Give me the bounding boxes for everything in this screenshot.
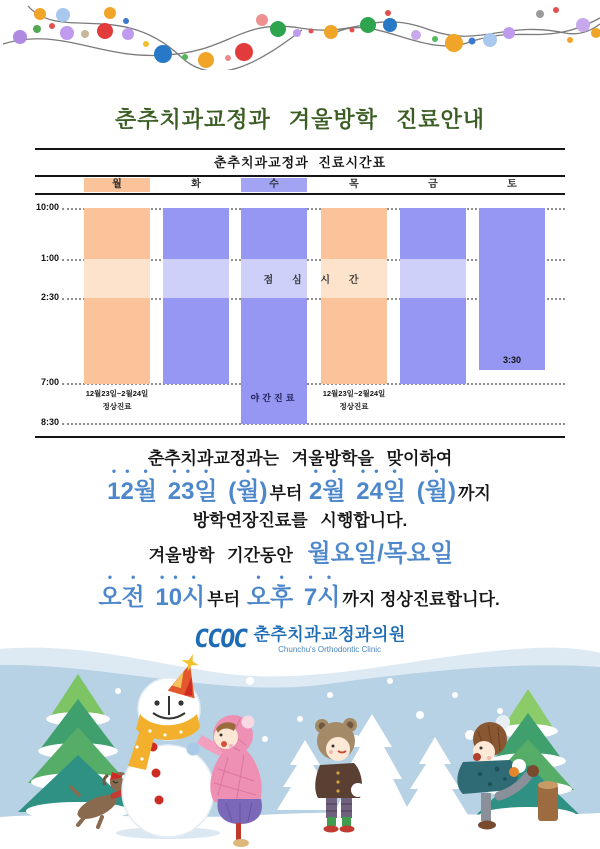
lunch-band — [84, 259, 150, 298]
night-care-label: 야간진료 — [250, 393, 298, 403]
day-header-wed: 수 — [241, 178, 307, 192]
to-word: 까지 — [457, 484, 491, 503]
divider — [35, 175, 565, 177]
divider — [35, 148, 565, 150]
clinic-logo — [0, 625, 600, 654]
day-header-tue: 화 — [191, 179, 201, 190]
lunch-time-label: 점 심 시 간 — [263, 275, 367, 286]
mon-note-period: 12월23일~2월24일 — [85, 389, 149, 398]
mon-note — [67, 387, 167, 413]
schedule-bar-tue — [163, 208, 229, 384]
announcement-line1: 춘추치과교정과는 겨울방학을 맞이하여 — [147, 449, 453, 468]
clinic-logo-text — [253, 625, 405, 654]
announcement-line2 — [0, 464, 600, 505]
clinic-name-en: Chunchu's Orthodontic Clinic — [278, 645, 382, 654]
clinic-logo-mark-icon: CCOC — [192, 624, 249, 653]
time-tick: 2:30 — [40, 292, 59, 302]
saturday-end-label: 3:30 — [502, 355, 521, 365]
timetable-title: 춘추치과교정과 진료시간표 — [213, 155, 387, 170]
announcement-line3: 방학연장진료를 시행합니다. — [192, 511, 408, 530]
start-date: 12월 23일 (월) — [107, 478, 268, 505]
schedule-bar-mon — [84, 208, 150, 384]
wooden-stump — [538, 785, 558, 821]
page-title: 춘추치과교정과 겨울방학 진료안내 — [114, 107, 485, 132]
clinic-name: 춘추치과교정과의원 — [253, 625, 406, 644]
open-time: 오전 10시 — [98, 584, 206, 611]
divider — [35, 193, 565, 195]
day-header-mon: 월 — [84, 178, 150, 192]
from-word: 부터 — [269, 484, 303, 503]
weekdays-highlight: 월요일/목요일 — [307, 540, 454, 567]
from-word: 부터 — [207, 590, 241, 609]
announcement-line4 — [0, 536, 600, 572]
lunch-band — [400, 259, 466, 298]
time-tick: 1:00 — [40, 253, 59, 263]
day-header-sat: 토 — [507, 179, 517, 190]
time-tick: 10:00 — [35, 202, 59, 212]
day-header-thu: 목 — [349, 179, 359, 190]
schedule-bar-sat — [479, 208, 545, 370]
thu-note-period: 12월23일~2월24일 — [322, 389, 386, 398]
schedule-bar-fri — [400, 208, 466, 384]
suffix-text: 까지 정상진료합니다. — [342, 590, 500, 609]
christmas-lights-garland-icon — [0, 0, 600, 70]
thu-note-text: 정상진료 — [339, 402, 369, 411]
time-tick: 7:00 — [40, 377, 59, 387]
gridline-830 — [62, 423, 565, 425]
divider — [35, 436, 565, 438]
close-time: 오후 7시 — [246, 584, 341, 611]
schedule-bar-thu — [321, 208, 387, 384]
end-date: 2월 24일 (월) — [309, 478, 456, 505]
time-tick: 8:30 — [40, 417, 59, 427]
announcement-line5 — [0, 570, 600, 611]
day-header-fri: 금 — [428, 179, 438, 190]
thu-note — [304, 387, 404, 413]
mon-note-text: 정상진료 — [102, 402, 132, 411]
period-word: 겨울방학 기간동안 — [148, 546, 293, 565]
lunch-band — [163, 259, 229, 298]
